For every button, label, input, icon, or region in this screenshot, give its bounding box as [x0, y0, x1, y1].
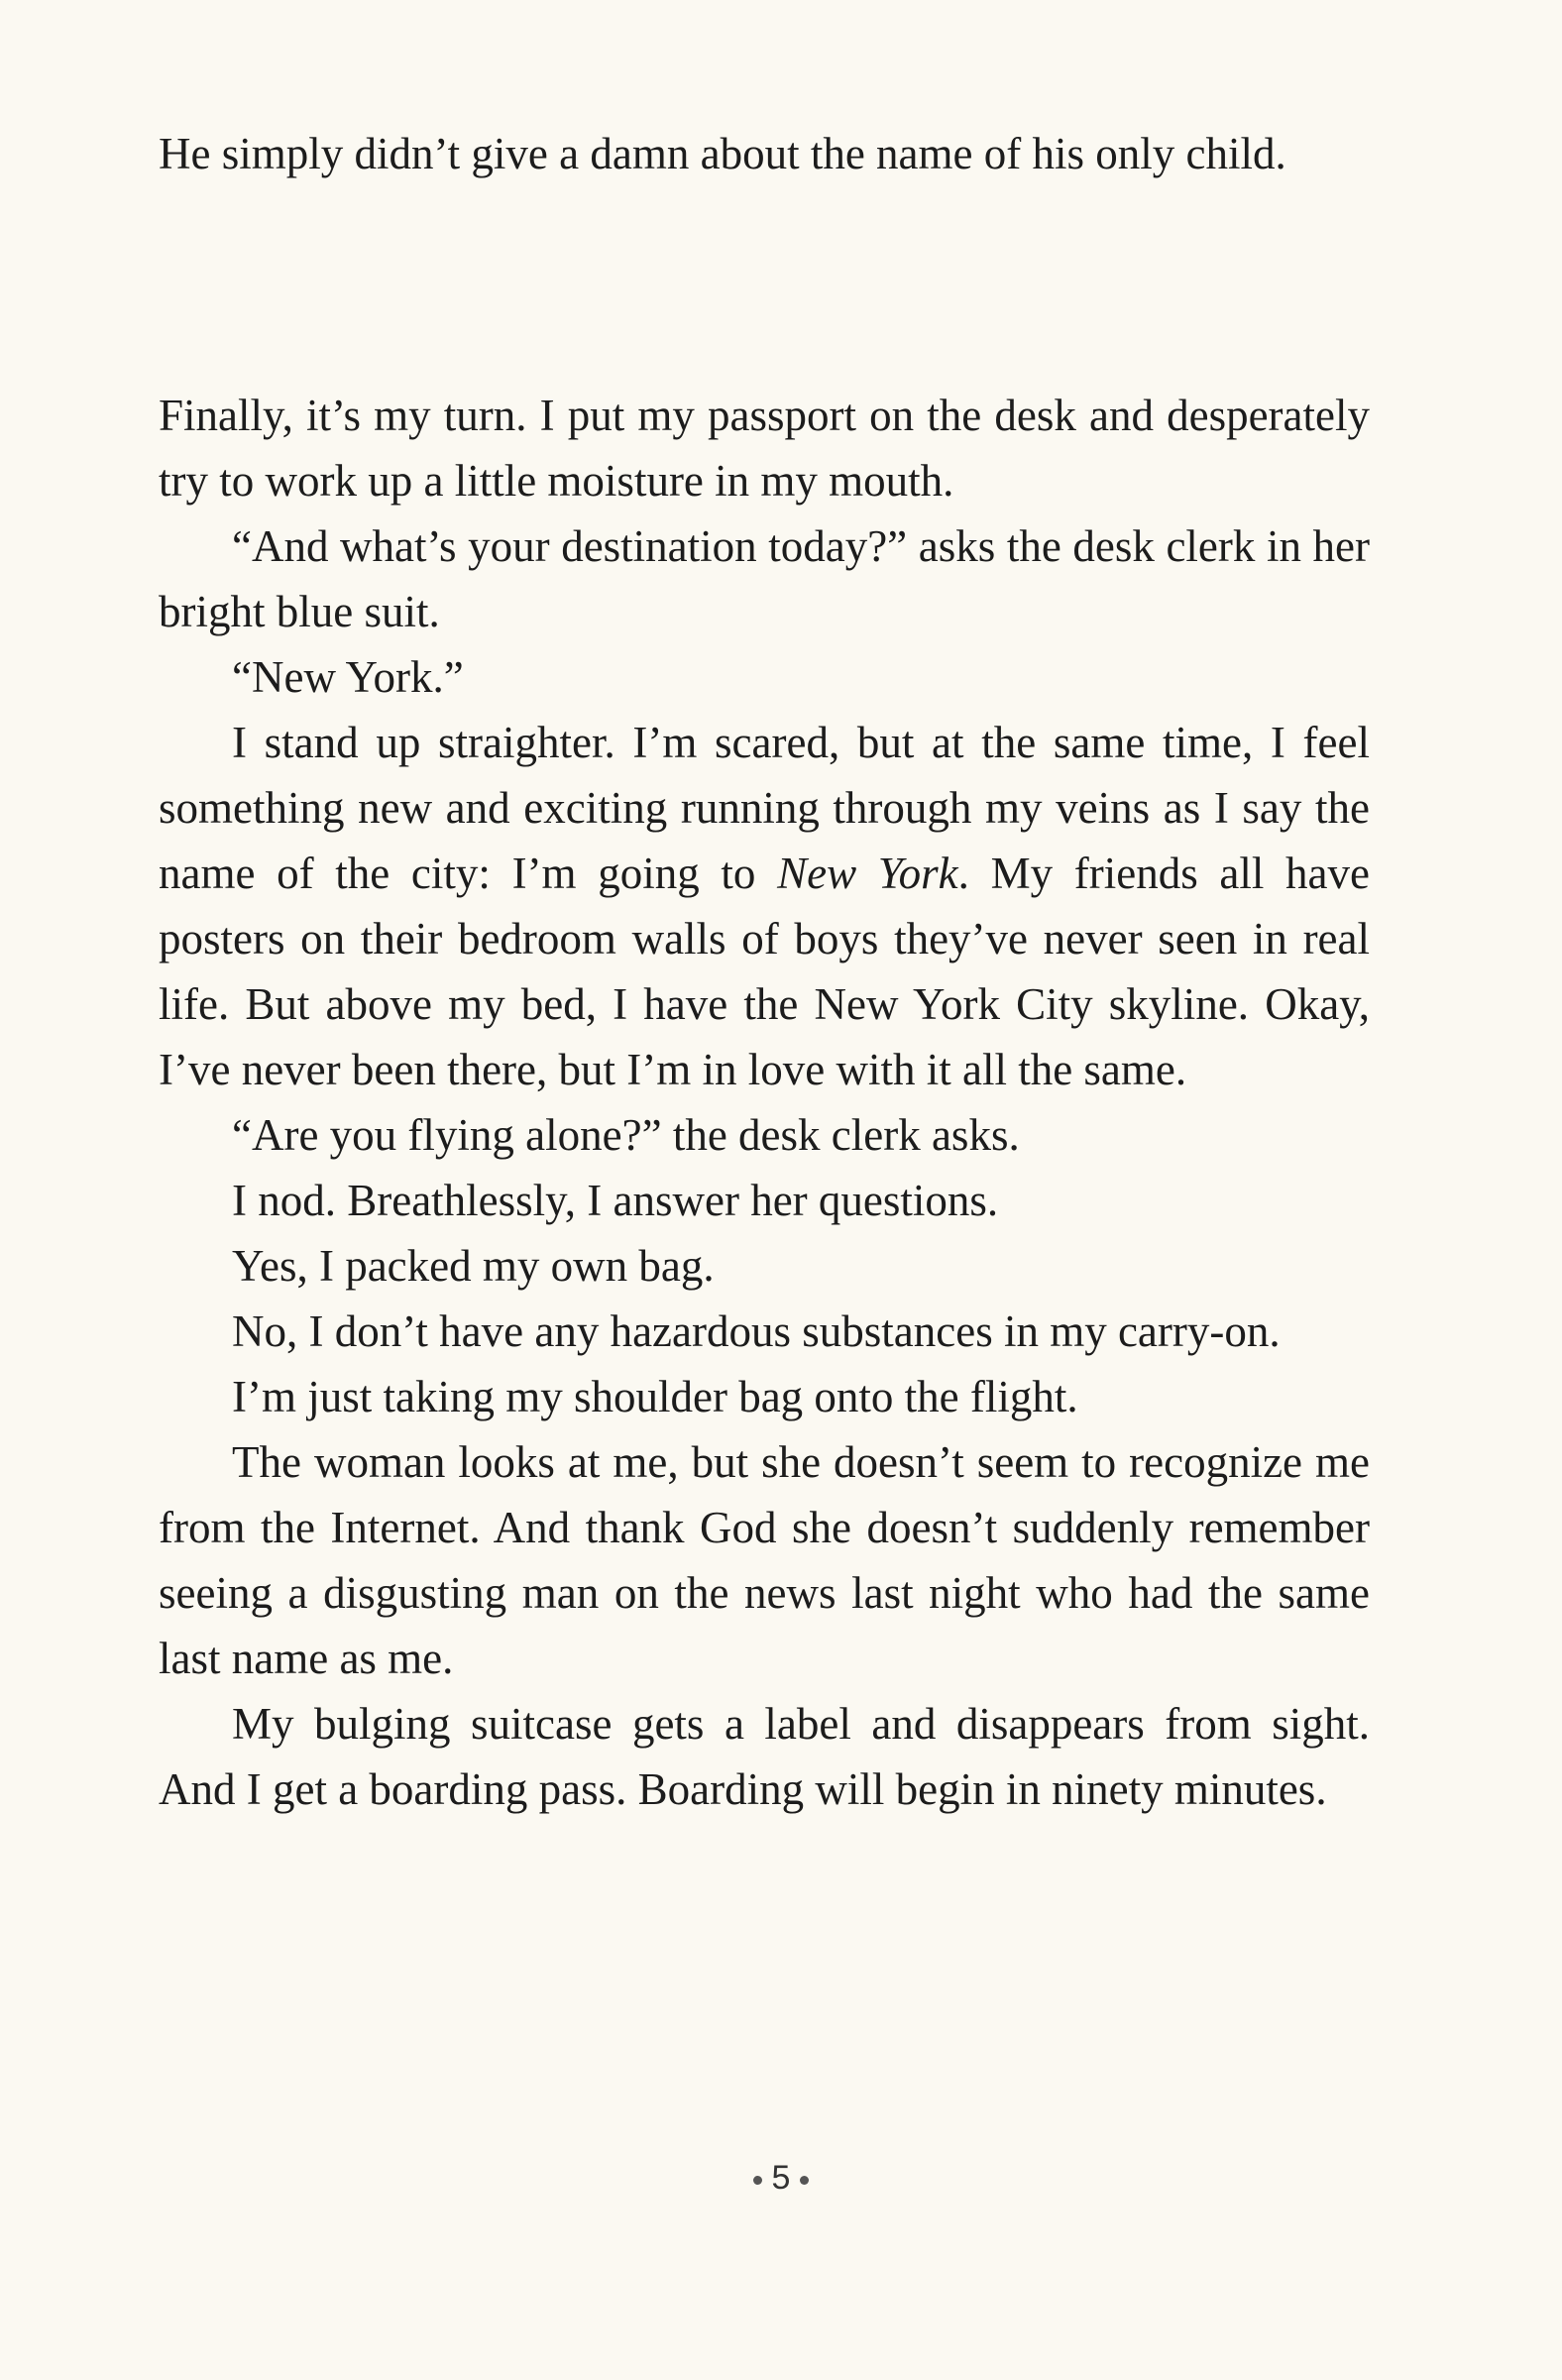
paragraph: Yes, I packed my own bag. [232, 1241, 715, 1291]
bullet-icon [800, 2176, 809, 2185]
paragraph: I nod. Breathlessly, I answer her questions. [232, 1176, 999, 1225]
paragraph: “Are you flying alone?” the desk clerk asks. [232, 1110, 1020, 1160]
paragraph [159, 710, 1370, 1102]
paragraph: “And what’s your destination today?” asks the desk clerk in her bright blue suit. [159, 521, 1370, 636]
text-block-main [159, 383, 1370, 1822]
paragraph: The woman looks at me, but she doesn’t seem to recognize me from the Internet. And thank God she doesn’t suddenly remember seeing a disgusting man on the news last night who had the same last name as me. [159, 1437, 1370, 1683]
page-number [0, 2159, 1562, 2198]
text-block-top [159, 121, 1370, 186]
emphasis-new-york: New York [777, 849, 958, 898]
paragraph: Finally, it’s my turn. I put my passport on the desk and desperately try to work up a little moisture in my mouth. [159, 391, 1370, 506]
paragraph: No, I don’t have any hazardous substances in my carry-on. [232, 1306, 1281, 1356]
paragraph-text: . My friends all have posters on their bedroom walls of boys they’ve never seen in real life. But above my bed, I have the New York City skyline. Okay, I’ve never been there, but I’m in love with it all the same. [159, 849, 1370, 1094]
paragraph: I’m just taking my shoulder bag onto the flight. [232, 1372, 1078, 1421]
paragraph: “New York.” [232, 652, 464, 702]
paragraph: My bulging suitcase gets a label and disappears from sight. And I get a boarding pass. Boarding will begin in ninety minutes. [159, 1699, 1370, 1814]
paragraph: He simply didn’t give a damn about the name of his only child. [159, 129, 1286, 178]
paragraph-text: I stand up straighter. I’m scared, but at the same time, I feel something new and exciting running through my veins as I say the name of the city: I’m going to [159, 718, 1370, 898]
bullet-icon [753, 2176, 762, 2185]
page-number-value: 5 [771, 2159, 791, 2197]
